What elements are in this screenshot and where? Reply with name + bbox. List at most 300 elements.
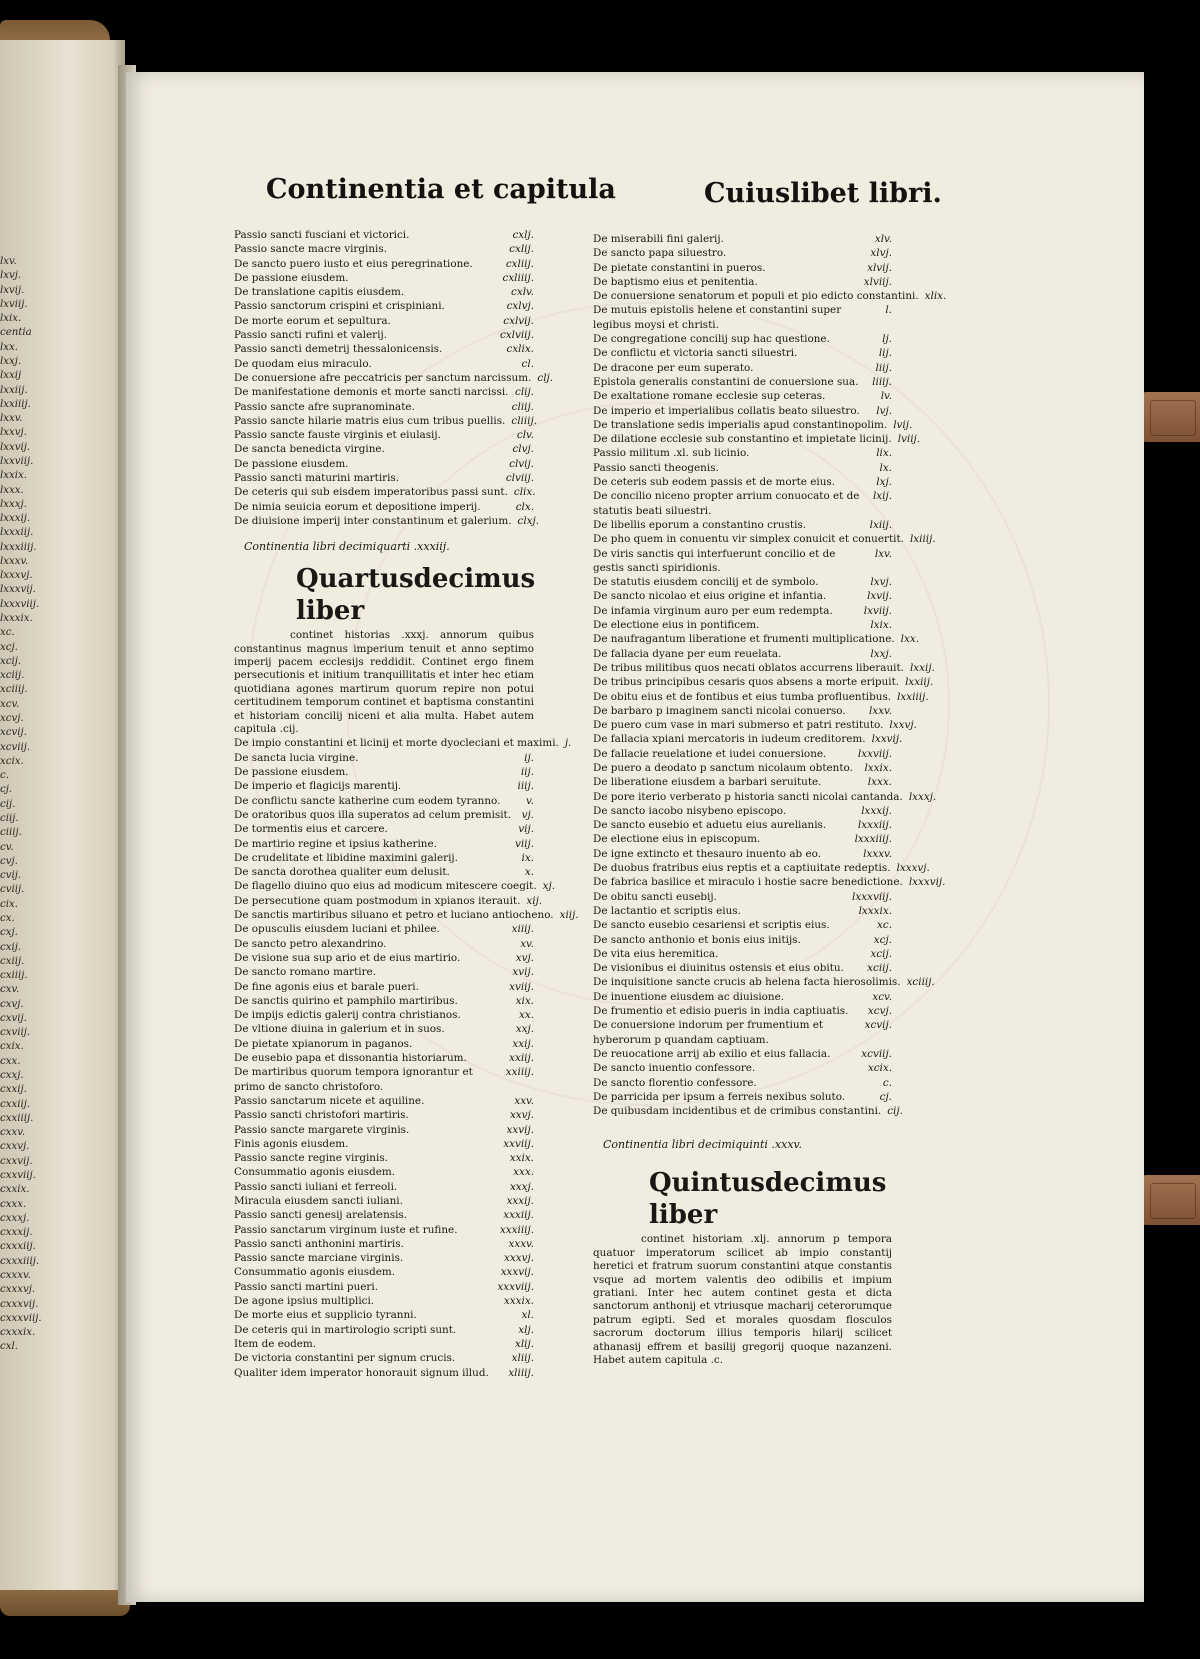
toc-entry <box>593 361 892 375</box>
left-page-numeral: xc. <box>0 627 15 639</box>
toc-entry <box>593 933 892 947</box>
toc-entry <box>593 375 892 389</box>
chapter-number: xlvij. <box>867 261 892 274</box>
toc-entry <box>593 618 892 632</box>
chapter-title: De visionibus ei diuinitus ostensis et eius obitu. <box>593 962 844 975</box>
chapter-number: liij. <box>875 361 892 374</box>
chapter-number: lxxxix. <box>858 904 892 917</box>
chapter-title: De pietate constantini in pueros. <box>593 261 766 274</box>
chapter-number: lxxxvj. <box>896 862 930 875</box>
chapter-title: De victoria constantini per signum crucis. <box>234 1352 456 1365</box>
left-page-numeral: lxxj. <box>0 355 22 367</box>
chapter-number: cj. <box>879 1090 892 1103</box>
chapter-title: Finis agonis eiusdem. <box>234 1137 349 1150</box>
chapter-number: clvij. <box>509 457 534 470</box>
chapter-number: cliiij. <box>511 414 538 427</box>
clasp-strap-top <box>1142 392 1200 442</box>
toc-entry <box>234 1165 534 1179</box>
chapter-title: De lactantio et scriptis eius. <box>593 904 741 917</box>
chapter-title: De vita eius heremitica. <box>593 947 719 960</box>
chapter-number: lxxij. <box>909 661 935 674</box>
toc-entry <box>593 389 892 403</box>
left-page-numeral: cvij. <box>0 870 22 882</box>
chapter-title: De translatione capitis eiusdem. <box>234 286 405 299</box>
chapter-number: lxxiiij. <box>897 690 929 703</box>
toc-entry <box>234 1194 534 1208</box>
toc-entry <box>593 1076 892 1090</box>
chapter-number: xxxv. <box>508 1237 534 1250</box>
toc-entry <box>234 485 534 499</box>
chapter-title: Passio sanctarum virginum iuste et rufine. <box>234 1223 458 1236</box>
chapter-title: De quodam eius miraculo. <box>234 357 372 370</box>
toc-entry <box>593 246 892 260</box>
chapter-title: De sancta dorothea qualiter eum delusit. <box>234 866 450 879</box>
chapter-number: cxliij. <box>505 257 534 270</box>
chapter-title: Passio sancti genesij arelatensis. <box>234 1209 408 1222</box>
chapter-title: Passio sancti fusciani et victorici. <box>234 229 410 241</box>
left-page-numeral: cxj. <box>0 927 18 939</box>
toc-entry <box>593 575 892 589</box>
toc-entry <box>234 457 534 471</box>
chapter-title: De oratoribus quos illa superatos ad celum premisit. <box>234 808 512 821</box>
left-page-numeral: lxxxij. <box>0 513 31 525</box>
chapter-number: vj. <box>521 808 534 821</box>
chapter-title: De flagello diuino quo eius ad modicum mitescere coegit. <box>234 880 537 893</box>
chapter-title: Passio sancte afre supranominate. <box>234 400 415 413</box>
toc-entry <box>593 346 892 360</box>
toc-entry <box>234 808 534 822</box>
chapter-title: De passione eiusdem. <box>234 766 349 779</box>
chapter-title: De viris sanctis qui interfuerunt concilio et de gestis sancti spiridionis. <box>593 547 836 574</box>
left-page-numeral: centia <box>0 327 32 339</box>
left-page-numeral: lxxxj. <box>0 498 27 510</box>
toc-entry <box>593 904 892 918</box>
toc-entry <box>234 865 534 879</box>
chapter-title: De exaltatione romane ecclesie sup ceteras. <box>593 390 826 403</box>
chapter-title: Passio sancte hilarie matris eius cum tribus puellis. <box>234 414 506 427</box>
chapter-title: De dracone per eum superato. <box>593 361 754 374</box>
toc-entry <box>234 428 534 442</box>
chapter-title: De quibusdam incidentibus et de crimibus constantini. <box>593 1105 882 1118</box>
chapter-number: iiij. <box>517 780 534 793</box>
chapter-title: De liberatione eiusdem a barbari seruitute. <box>593 776 822 789</box>
chapter-number: lix. <box>876 447 892 460</box>
toc-entry <box>593 661 935 675</box>
chapter-title: De nimia seuicia eorum et depositione imperij. <box>234 500 481 513</box>
left-page-numeral: lxxxvj. <box>0 570 33 582</box>
chapter-number: xj. <box>542 880 556 893</box>
left-page-numeral: xcix. <box>0 755 24 767</box>
chapter-number: cxlvij. <box>503 314 534 327</box>
toc-entry <box>234 1294 534 1308</box>
chapter-title: De congregatione concilij sup hac questione. <box>593 333 830 346</box>
left-page-numeral: cviij. <box>0 884 25 896</box>
chapter-title: De pore iterio verberato p historia sancti nicolai cantanda. <box>593 790 903 803</box>
toc-entry <box>234 1223 534 1237</box>
chapter-title: De imperio et flagicijs marentij. <box>234 780 402 793</box>
toc-entry <box>234 922 534 936</box>
chapter-title: Passio sancti christofori martiris. <box>234 1109 409 1122</box>
toc-entry <box>234 851 534 865</box>
chapter-number: xc. <box>877 919 892 932</box>
chapter-title: De baptismo eius et penitentia. <box>593 275 758 288</box>
toc-entry <box>234 371 554 385</box>
toc-entry <box>234 328 534 342</box>
chapter-title: De sancto romano martire. <box>234 966 377 979</box>
chapter-title: Qualiter idem imperator honorauit signum illud. <box>234 1366 489 1379</box>
toc-column-left <box>234 228 579 1380</box>
chapter-number: xx. <box>518 1009 534 1022</box>
left-page-numeral: cxx. <box>0 1055 21 1067</box>
chapter-title: De inquisitione sancte crucis ab helena facta hierosolimis. <box>593 976 901 989</box>
toc-entry <box>593 1047 892 1061</box>
chapter-title: De duobus fratribus eius reptis et a captiuitate redeptis. <box>593 862 891 875</box>
toc-entry <box>234 1251 534 1265</box>
clasp-strap-bottom <box>1142 1175 1200 1225</box>
chapter-title: De sancta lucia virgine. <box>234 751 359 764</box>
chapter-number: lxxxvij. <box>908 876 946 889</box>
chapter-number: xxvj. <box>509 1109 534 1122</box>
running-header-right: Cuiuslibet libri. <box>704 178 942 209</box>
chapter-number: clj. <box>537 371 554 384</box>
left-page-numeral: lxxviij. <box>0 455 34 467</box>
book-intro: continet historiam .xlj. annorum p tempora quatuor imperatorum scilicet ab impio constantij heretici et fratrum suorum constantini atque constantis vsque ad mortem valentis deo odibilis et impium gratiani. Inter hec autem continet gesta et dicta sanctorum anthonij et vtriusque macharij ceterorumque patrum egipti. Sed et morales quosdam flosculos sacrorum doctorum illius temporis hilarij scilicet athanasij effrem et basilij gregorij quoque nazanzeni. Habet autem capitula .c. <box>593 1233 892 1367</box>
toc-entry <box>234 822 534 836</box>
chapter-title: Passio sancte fauste virginis et eiulasij. <box>234 429 441 442</box>
chapter-title: De fine agonis eius et barale pueri. <box>234 980 419 993</box>
chapter-title: Miracula eiusdem sancti iuliani. <box>234 1194 403 1207</box>
left-page <box>0 40 125 1600</box>
left-page-numeral: lxxxix. <box>0 613 33 625</box>
chapter-title: Passio sancte marciane virginis. <box>234 1252 404 1265</box>
toc-entry <box>234 765 534 779</box>
toc-entry <box>593 275 892 289</box>
left-page-numeral: cxxix. <box>0 1184 30 1196</box>
chapter-title: De naufragantum liberatione et frumenti multiplicatione. <box>593 633 895 646</box>
left-page-numeral: lxxv. <box>0 413 23 425</box>
chapter-title: De parricida per ipsum a ferreis nexibus soluto. <box>593 1090 846 1103</box>
toc-entry <box>234 779 534 793</box>
toc-entry <box>234 980 534 994</box>
left-page-numeral: cxxvj. <box>0 1141 30 1153</box>
toc-entry <box>234 414 538 428</box>
chapter-number: lj. <box>882 333 892 346</box>
chapter-number: cxlviij. <box>499 329 534 342</box>
left-page-numeral: cxxxvj. <box>0 1284 36 1296</box>
chapter-title: De martiribus quorum tempora ignorantur et primo de sancto christoforo. <box>234 1066 473 1093</box>
chapter-title: De visione sua sup ario et de eius martirio. <box>234 951 461 964</box>
toc-entry <box>593 232 892 246</box>
left-page-numeral: cx. <box>0 912 15 924</box>
chapter-number: lxxxv. <box>863 847 892 860</box>
chapter-title: De electione eius in pontificem. <box>593 619 760 632</box>
chapter-number: xliij. <box>511 1352 534 1365</box>
toc-entry <box>593 604 892 618</box>
book-intro: continet historias .xxxj. annorum quibus constantinus magnus imperium tenuit et anno septimo imperij pacem ecclesijs reddidit. Continet ergo finem persecutionis et initium tranquillitatis et inter hec etiam quotidiana agones martirum quorum repire non potui certitudinem temporum continet et baptisma constantini et historiam concilij niceni et alia multa. Habet autem capitula .cij. <box>234 629 534 736</box>
chapter-number: xlviij. <box>863 275 892 288</box>
chapter-number: lxxxviij. <box>852 890 892 903</box>
right-page <box>126 72 1144 1602</box>
chapter-number: xxxiij. <box>503 1209 534 1222</box>
chapter-title: De ceteris sub eodem passis et de morte eius. <box>593 476 836 489</box>
chapter-number: xxiiij. <box>505 1066 534 1079</box>
left-page-numeral: cxvj. <box>0 998 24 1010</box>
toc-entry <box>593 418 913 432</box>
left-page-numeral: lxxxv. <box>0 555 29 567</box>
chapter-title: De obitu sancti eusebij. <box>593 890 717 903</box>
book-cover-bottom <box>0 1590 130 1616</box>
chapter-title: De tribus principibus cesaris quos absens a morte eripuit. <box>593 676 900 689</box>
chapter-number: lxxxiiij. <box>854 833 892 846</box>
chapter-number: iij. <box>520 766 534 779</box>
left-page-numeral: lxxiij. <box>0 384 28 396</box>
chapter-number: xxix. <box>509 1152 534 1165</box>
chapter-number: xxij. <box>512 1037 534 1050</box>
book-title: Quartusdecimus liber <box>296 564 536 627</box>
toc-entry <box>593 404 892 418</box>
chapter-number: clxj. <box>517 514 540 527</box>
chapter-number: cxlvj. <box>506 300 534 313</box>
chapter-title: De fallacie reuelatione et iudei conuersione. <box>593 747 827 760</box>
chapter-title: De agone ipsius multiplici. <box>234 1295 375 1308</box>
chapter-title: De sancto eusebio et aduetu eius aurelianis. <box>593 819 827 832</box>
chapter-title: De conflictu et victoria sancti siluestri. <box>593 347 798 360</box>
toc-entry <box>593 446 892 460</box>
toc-entry <box>593 847 892 861</box>
toc-entry <box>593 589 892 603</box>
toc-entry <box>234 357 534 371</box>
toc-list-book14-continued <box>593 232 947 1118</box>
toc-entry <box>234 751 534 765</box>
chapter-number: vij. <box>518 823 534 836</box>
toc-entry <box>234 285 534 299</box>
chapter-number: cliij. <box>511 400 534 413</box>
chapter-number: ix. <box>521 851 534 864</box>
left-page-numeral: cxix. <box>0 1041 24 1053</box>
chapter-title: De tormentis eius et carcere. <box>234 823 388 836</box>
chapter-title: Passio sancti theogenis. <box>593 461 719 474</box>
toc-entry <box>593 804 892 818</box>
chapter-number: xxxiiij. <box>499 1223 534 1236</box>
toc-entry <box>234 500 534 514</box>
chapter-title: De passione eiusdem. <box>234 457 349 470</box>
toc-entry <box>593 675 934 689</box>
chapter-title: De conuersione afre peccatricis per sanctum narcissum. <box>234 371 532 384</box>
left-page-numeral: lxxx. <box>0 484 24 496</box>
left-page-numeral: cxviij. <box>0 1027 31 1039</box>
toc-entry <box>234 1108 534 1122</box>
left-page-numeral: lxxvij. <box>0 441 31 453</box>
chapter-title: De morte eius et supplicio tyranni. <box>234 1309 417 1322</box>
chapter-number: cij. <box>887 1105 903 1118</box>
book-title: Quintusdecimus liber <box>649 1168 887 1231</box>
toc-entry <box>593 461 892 475</box>
left-page-numeral: lxxxiiij. <box>0 541 37 553</box>
toc-entry <box>234 908 579 922</box>
toc-entry <box>234 442 534 456</box>
chapter-number: c. <box>882 1076 892 1089</box>
left-page-numeral: xcij. <box>0 655 22 667</box>
toc-entry <box>234 965 534 979</box>
chapter-title: De igne extincto et thesauro inuento ab eo. <box>593 847 822 860</box>
left-page-numeral: lxxvj. <box>0 427 27 439</box>
left-page-numeral: lxxxvij. <box>0 584 36 596</box>
chapter-title: De dilatione ecclesie sub constantino et impietate licinij. <box>593 433 892 446</box>
chapter-number: xlv. <box>874 233 892 245</box>
chapter-title: De concilio niceno propter arrium conuocato et de statutis beati siluestri. <box>593 490 860 517</box>
chapter-number: viij. <box>514 837 534 850</box>
left-page-numeral: lxxxiij. <box>0 527 34 539</box>
chapter-title: Passio sancti anthonini martiris. <box>234 1237 404 1250</box>
toc-column-right <box>593 232 947 1367</box>
toc-entry <box>593 875 946 889</box>
toc-entry <box>593 975 935 989</box>
left-page-numeral: cxxvij. <box>0 1155 33 1167</box>
chapter-title: Passio sancti maturini martiris. <box>234 472 400 485</box>
left-page-numeral: cxxxj. <box>0 1212 30 1224</box>
toc-entry <box>593 632 920 646</box>
chapter-number: xl. <box>521 1309 534 1322</box>
chapter-title: De morte eorum et sepultura. <box>234 314 391 327</box>
chapter-title: De impijs edictis galerij contra christianos. <box>234 1009 461 1022</box>
toc-entry <box>593 775 892 789</box>
running-header-left: Continentia et capitula <box>266 174 616 205</box>
toc-entry <box>234 471 534 485</box>
chapter-number: xcj. <box>873 933 892 946</box>
chapter-number: lx. <box>879 461 892 474</box>
toc-entry <box>234 879 556 893</box>
chapter-number: lxxxij. <box>861 804 892 817</box>
toc-entry <box>593 761 892 775</box>
left-page-numeral: lxvj. <box>0 270 22 282</box>
chapter-number: lxiij. <box>869 518 892 531</box>
chapter-title: De manifestatione demonis et morte sancti narcissi. <box>234 386 509 399</box>
left-page-numeral: cxxxiiij. <box>0 1255 40 1267</box>
chapter-number: l. <box>885 304 892 317</box>
chapter-title: De fallacia dyane per eum reuelata. <box>593 647 782 660</box>
chapter-title: De sanctis quirino et pamphilo martiribus. <box>234 994 458 1007</box>
chapter-number: lvij. <box>893 418 913 431</box>
left-page-numeral: xcviij. <box>0 741 31 753</box>
chapter-title: De crudelitate et libidine maximini galerij. <box>234 851 458 864</box>
chapter-number: lviij. <box>897 433 921 446</box>
chapter-number: clix. <box>513 486 536 499</box>
left-page-numeral: cxij. <box>0 941 22 953</box>
chapter-number: xxj. <box>515 1023 534 1036</box>
toc-entry <box>234 271 534 285</box>
left-page-numeral: cxxxix. <box>0 1327 36 1339</box>
chapter-number: cxliiij. <box>502 271 534 284</box>
chapter-number: xxv. <box>514 1094 534 1107</box>
toc-entry <box>234 894 543 908</box>
left-page-numeral: cxxxvij. <box>0 1298 39 1310</box>
chapter-number: cl. <box>521 357 534 370</box>
chapter-title: Consummatio agonis eiusdem. <box>234 1266 396 1279</box>
toc-entry <box>234 1237 534 1251</box>
left-page-numeral: cxxxv. <box>0 1269 31 1281</box>
chapter-title: De sanctis martiribus siluano et petro et luciano antiocheno. <box>234 909 554 922</box>
chapter-title: De inuentione eiusdem ac diuisione. <box>593 990 785 1003</box>
left-page-numeral: cxxv. <box>0 1127 25 1139</box>
chapter-title: Passio sanctorum crispini et crispiniani. <box>234 300 445 313</box>
chapter-number: xlix. <box>924 290 947 303</box>
chapter-number: xcv. <box>872 990 892 1003</box>
left-page-numeral: ciij. <box>0 812 19 824</box>
chapter-number: xviij. <box>509 980 534 993</box>
toc-entry <box>234 228 534 242</box>
chapter-title: Passio sancte regine virginis. <box>234 1152 388 1165</box>
chapter-number: cxlix. <box>506 343 534 356</box>
chapter-title: Passio sancti rufini et valerij. <box>234 329 387 342</box>
toc-entry <box>593 532 936 546</box>
toc-entry <box>593 690 929 704</box>
toc-entry <box>593 990 892 1004</box>
left-page-numeral: xcj. <box>0 641 18 653</box>
left-page-numeral: cxxx. <box>0 1198 27 1210</box>
chapter-number: xlij. <box>514 1337 534 1350</box>
left-page-numerals <box>0 255 40 1355</box>
chapter-number: xcvij. <box>864 1019 892 1032</box>
chapter-number: lxxvj. <box>889 719 917 732</box>
toc-entry <box>234 1151 534 1165</box>
chapter-title: De pietate xpianorum in paganos. <box>234 1037 413 1050</box>
chapter-number: liiij. <box>872 375 892 388</box>
chapter-title: De frumentio et edisio pueris in india captiuatis. <box>593 1005 849 1018</box>
toc-entry <box>593 704 892 718</box>
left-page-numeral: lxxix. <box>0 470 27 482</box>
chapter-number: lxiiij. <box>909 533 936 546</box>
left-page-numeral: xcvij. <box>0 727 27 739</box>
left-page-numeral: cij. <box>0 798 16 810</box>
chapter-title: De miserabili fini galerij. <box>593 233 724 245</box>
toc-entry <box>593 861 930 875</box>
chapter-number: cxlv. <box>511 286 534 299</box>
chapter-title: De sancta benedicta virgine. <box>234 443 385 456</box>
left-page-numeral: lxv. <box>0 256 17 267</box>
chapter-title: Passio militum .xl. sub licinio. <box>593 447 750 460</box>
left-page-numeral: cxxxij. <box>0 1227 33 1239</box>
left-page-numeral: cix. <box>0 898 18 910</box>
chapter-number: xcix. <box>867 1062 892 1075</box>
chapter-title: Passio sanctarum nicete et aquiline. <box>234 1094 425 1107</box>
left-page-numeral: xciij. <box>0 670 25 682</box>
toc-entry <box>593 818 892 832</box>
left-page-numeral: lxix. <box>0 313 22 325</box>
chapter-number: xvj. <box>515 951 534 964</box>
toc-entry <box>593 1090 892 1104</box>
left-page-numeral: cxl. <box>0 1341 18 1353</box>
left-page-numeral: ciiij. <box>0 827 22 839</box>
chapter-number: xxxix. <box>503 1295 534 1308</box>
chapter-number: xciiij. <box>906 976 935 989</box>
chapter-number: cxlj. <box>512 229 534 241</box>
chapter-title: De pho quem in conuentu vir simplex conuicit et conuertit. <box>593 533 904 546</box>
toc-entry <box>593 718 917 732</box>
chapter-number: lxxiij. <box>905 676 934 689</box>
toc-entry <box>234 514 540 528</box>
chapter-title: Item de eodem. <box>234 1337 317 1350</box>
toc-entry <box>234 837 534 851</box>
chapter-number: xxxviij. <box>497 1280 534 1293</box>
toc-entry <box>593 475 892 489</box>
chapter-title: De persecutione quam postmodum in xpianos iterauit. <box>234 894 521 907</box>
chapter-number: xix. <box>515 994 534 1007</box>
toc-entry <box>234 1323 534 1337</box>
chapter-number: ij. <box>524 751 534 764</box>
chapter-title: De impio constantini et licinij et morte dyocleciani et maximi. <box>234 737 559 750</box>
chapter-title: De diuisione imperij inter constantinum et galerium. <box>234 514 512 527</box>
left-page-numeral: lxxiiij. <box>0 398 31 410</box>
